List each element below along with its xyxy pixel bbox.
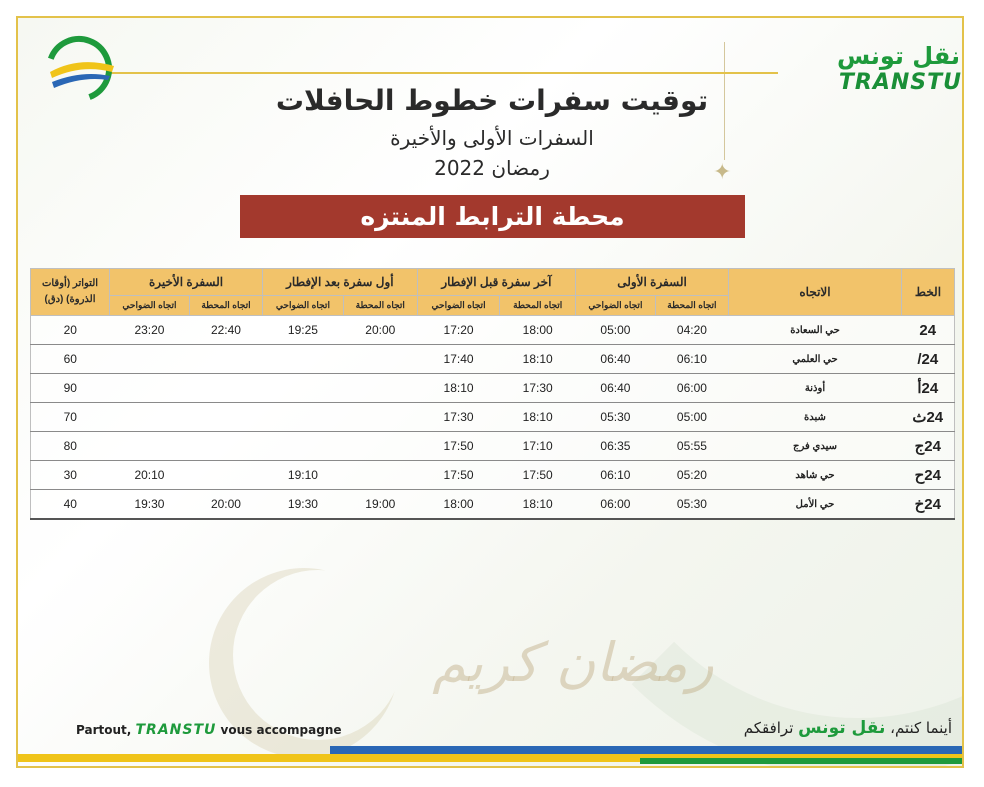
crescent-icon xyxy=(233,570,403,740)
line-number: 24أ xyxy=(902,374,955,403)
footer-ar-prefix: أينما كنتم، xyxy=(885,719,952,737)
header-first-after-iftar: أول سفرة بعد الإفطار xyxy=(263,269,418,296)
subheader-station: اتجاه المحطة xyxy=(343,296,417,316)
direction-cell: سيدي فرج xyxy=(729,432,902,461)
time-cell: 05:30 xyxy=(576,403,656,432)
header-line: الخط xyxy=(902,269,955,316)
footer-ar-suffix: ترافقكم xyxy=(743,719,799,737)
schedule-table xyxy=(30,268,955,520)
time-cell xyxy=(110,345,190,374)
subheader-station: اتجاه المحطة xyxy=(189,296,262,316)
table-row xyxy=(31,316,955,345)
line-number: 24ث xyxy=(902,403,955,432)
time-cell: 05:00 xyxy=(655,403,728,432)
subheader-station: اتجاه المحطة xyxy=(655,296,728,316)
time-cell: 18:00 xyxy=(417,490,500,520)
time-cell: 18:00 xyxy=(500,316,576,345)
frequency-cell: 20 xyxy=(31,316,110,345)
subheader-suburbs: اتجاه الضواحي xyxy=(263,296,344,316)
header-last-trip: السفرة الأخيرة xyxy=(110,269,263,296)
direction-cell: حي السعادة xyxy=(729,316,902,345)
time-cell: 17:50 xyxy=(417,461,500,490)
time-cell xyxy=(189,432,262,461)
header-first-trip: السفرة الأولى xyxy=(576,269,729,296)
time-cell: 18:10 xyxy=(500,345,576,374)
time-cell: 06:00 xyxy=(655,374,728,403)
footer-stripe-blue xyxy=(330,746,962,754)
time-cell xyxy=(343,374,417,403)
footer-ar-brand: نقل تونس xyxy=(798,718,886,738)
footer-stripe-green xyxy=(640,758,962,764)
time-cell xyxy=(189,461,262,490)
table-row xyxy=(31,490,955,520)
header-frequency: التواتر (أوقات الذروة) (دق) xyxy=(31,269,110,316)
time-cell: 17:20 xyxy=(417,316,500,345)
time-cell: 06:40 xyxy=(576,374,656,403)
footer-slogan-fr xyxy=(76,722,342,738)
line-number: 24 xyxy=(902,316,955,345)
direction-cell: حي الأمل xyxy=(729,490,902,520)
line-number: 24ج xyxy=(902,432,955,461)
time-cell: 20:00 xyxy=(343,316,417,345)
time-cell: 06:00 xyxy=(576,490,656,520)
line-number: 24ح xyxy=(902,461,955,490)
frequency-cell: 60 xyxy=(31,345,110,374)
time-cell: 06:35 xyxy=(576,432,656,461)
time-cell xyxy=(343,432,417,461)
footer-fr-prefix: Partout, xyxy=(76,723,136,737)
time-cell xyxy=(110,432,190,461)
time-cell xyxy=(110,374,190,403)
time-cell: 19:30 xyxy=(263,490,344,520)
time-cell xyxy=(263,432,344,461)
time-cell: 17:50 xyxy=(417,432,500,461)
frequency-cell: 30 xyxy=(31,461,110,490)
time-cell xyxy=(343,403,417,432)
page-title: توقيت سفرات خطوط الحافلات xyxy=(275,84,709,117)
time-cell: 19:00 xyxy=(343,490,417,520)
direction-cell: أوذنة xyxy=(729,374,902,403)
header-last-before-iftar: آخر سفرة قبل الإفطار xyxy=(417,269,575,296)
footer-slogan-ar xyxy=(744,718,952,738)
time-cell: 05:20 xyxy=(655,461,728,490)
time-cell xyxy=(189,403,262,432)
table-row xyxy=(31,374,955,403)
time-cell xyxy=(110,403,190,432)
time-cell: 17:30 xyxy=(500,374,576,403)
time-cell xyxy=(343,461,417,490)
time-cell xyxy=(189,374,262,403)
frequency-cell: 80 xyxy=(31,432,110,461)
time-cell xyxy=(343,345,417,374)
direction-cell: شبدة xyxy=(729,403,902,432)
direction-cell: حي شاهد xyxy=(729,461,902,490)
line-number: 24خ xyxy=(902,490,955,520)
time-cell: 19:25 xyxy=(263,316,344,345)
station-banner: محطة الترابط المنتزه xyxy=(240,195,745,238)
time-cell: 17:40 xyxy=(417,345,500,374)
header-rule xyxy=(108,72,778,74)
direction-cell: حي العلمي xyxy=(729,345,902,374)
table-row xyxy=(31,345,955,374)
frequency-cell: 90 xyxy=(31,374,110,403)
subheader-station: اتجاه المحطة xyxy=(500,296,576,316)
time-cell: 18:10 xyxy=(417,374,500,403)
subheader-suburbs: اتجاه الضواحي xyxy=(417,296,500,316)
header-direction: الاتجاه xyxy=(729,269,902,316)
time-cell: 17:50 xyxy=(500,461,576,490)
time-cell xyxy=(263,345,344,374)
period-label: رمضان 2022 xyxy=(434,156,550,180)
time-cell xyxy=(189,345,262,374)
time-cell: 20:00 xyxy=(189,490,262,520)
subheader-suburbs: اتجاه الضواحي xyxy=(576,296,656,316)
table-row xyxy=(31,432,955,461)
footer-fr-brand: TRANSTU xyxy=(135,722,217,738)
table-row xyxy=(31,403,955,432)
time-cell: 17:30 xyxy=(417,403,500,432)
ramadan-kareem-calligraphy: رمضان كريم xyxy=(432,631,714,694)
time-cell: 06:10 xyxy=(576,461,656,490)
page-subtitle: السفرات الأولى والأخيرة xyxy=(390,126,594,150)
table-row xyxy=(31,461,955,490)
time-cell: 18:10 xyxy=(500,490,576,520)
line-number: 24/ xyxy=(902,345,955,374)
time-cell: 17:10 xyxy=(500,432,576,461)
time-cell: 05:00 xyxy=(576,316,656,345)
time-cell: 19:30 xyxy=(110,490,190,520)
time-cell xyxy=(263,403,344,432)
brand-logo-arabic: نقل تونس xyxy=(836,42,960,70)
star-icon: ✦ xyxy=(713,160,732,185)
time-cell: 20:10 xyxy=(110,461,190,490)
time-cell xyxy=(263,374,344,403)
footer-fr-suffix: vous accompagne xyxy=(216,723,342,737)
time-cell: 04:20 xyxy=(655,316,728,345)
frequency-cell: 70 xyxy=(31,403,110,432)
time-cell: 19:10 xyxy=(263,461,344,490)
time-cell: 22:40 xyxy=(189,316,262,345)
subheader-suburbs: اتجاه الضواحي xyxy=(110,296,190,316)
time-cell: 05:55 xyxy=(655,432,728,461)
time-cell: 18:10 xyxy=(500,403,576,432)
time-cell: 06:10 xyxy=(655,345,728,374)
time-cell: 23:20 xyxy=(110,316,190,345)
brand-logo-latin: TRANSTU xyxy=(838,70,962,95)
time-cell: 05:30 xyxy=(655,490,728,520)
frequency-cell: 40 xyxy=(31,490,110,520)
time-cell: 06:40 xyxy=(576,345,656,374)
